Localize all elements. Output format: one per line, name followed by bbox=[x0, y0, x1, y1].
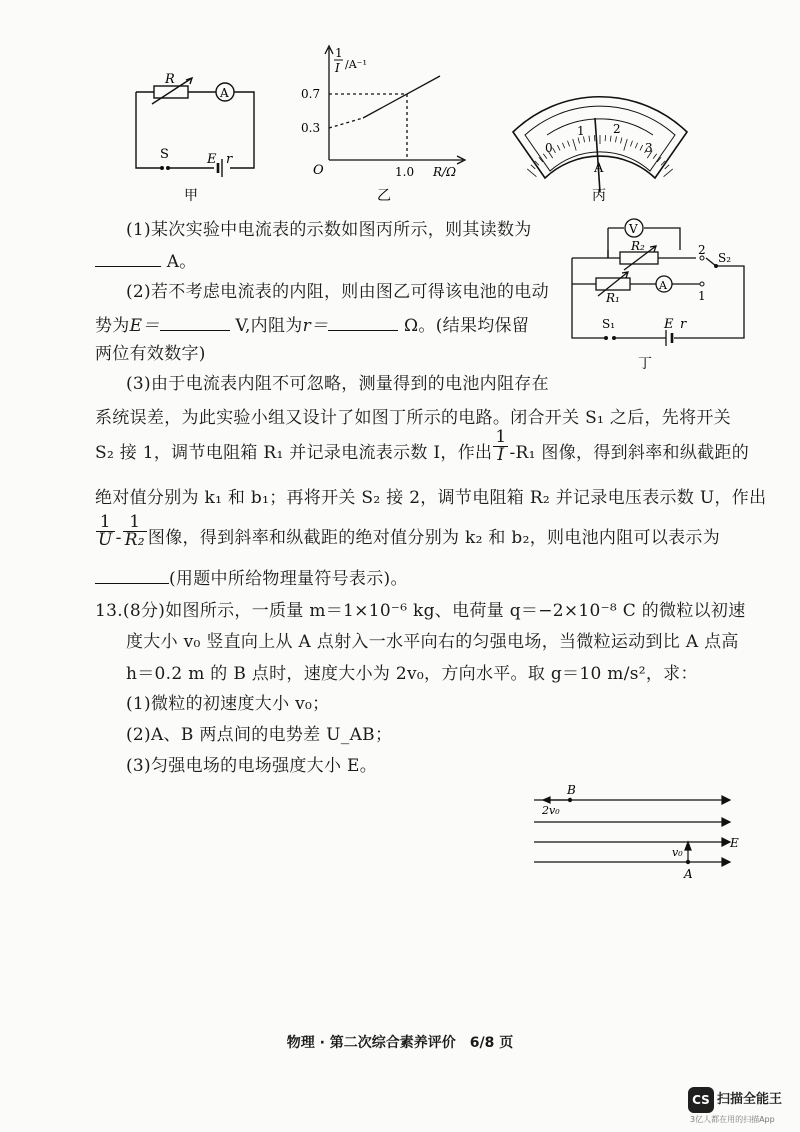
ammeter-tick bbox=[573, 139, 576, 150]
ammeter-tick bbox=[562, 143, 564, 149]
bing-tick-2: 2 bbox=[613, 122, 621, 136]
jia-A-label: A bbox=[220, 86, 229, 100]
ammeter-tick bbox=[527, 169, 536, 177]
ding-caption: 丁 bbox=[638, 356, 652, 372]
answer-blank-emf[interactable] bbox=[160, 314, 230, 331]
jia-r-label: r bbox=[226, 152, 233, 167]
ammeter-tick bbox=[610, 136, 611, 142]
bing-unit: A bbox=[594, 161, 604, 176]
bing-caption: 丙 bbox=[592, 188, 606, 204]
fraction-1-over-I: $\frac{1}{I}$ bbox=[495, 427, 507, 465]
q12-p2b-5: Ω。(结果均保留 bbox=[404, 316, 530, 336]
ding-r: r bbox=[680, 317, 687, 332]
ammeter-tick bbox=[653, 154, 657, 159]
yi-x-label: R/Ω bbox=[433, 165, 457, 179]
q12-p2c: 两位有效数字) bbox=[95, 344, 206, 364]
q12-p3c-2: -R₁ 图像，得到斜率和纵截距的 bbox=[509, 443, 750, 463]
jia-E-label: E bbox=[207, 152, 217, 167]
bing-tick-0: 0 bbox=[545, 141, 553, 155]
q12-p2b-line bbox=[95, 314, 529, 336]
circuit-jia bbox=[118, 70, 268, 205]
q13-sub2: (2)A、B 两点间的电势差 U_AB； bbox=[126, 725, 393, 745]
ding-A-label: A bbox=[659, 279, 667, 292]
page-footer: 物理 · 第二次综合素养评价 6/8 页 bbox=[286, 1035, 514, 1051]
ding-n1: 1 bbox=[698, 289, 706, 303]
ding-R1-label: R₁ bbox=[606, 291, 620, 305]
q12-p2b-3: V,内阻为 bbox=[235, 316, 303, 336]
bing-tick-3: 3 bbox=[645, 141, 653, 155]
q13-sub3: (3)匀强电场的电场强度大小 E。 bbox=[126, 756, 377, 776]
ding-E: E bbox=[664, 317, 674, 332]
field-v0-label: v₀ bbox=[672, 846, 683, 859]
q12-p2b-2: E＝ bbox=[129, 316, 160, 336]
camscanner-logo: CS bbox=[688, 1087, 714, 1113]
q12-p1a: (1)某次实验中电流表的示数如图丙所示，则其读数为 bbox=[126, 220, 532, 240]
answer-blank-internal-resistance[interactable] bbox=[95, 567, 169, 584]
q13-sub1: (1)微粒的初速度大小 v₀； bbox=[126, 694, 330, 714]
q12-p3d: 绝对值分别为 k₁ 和 b₁；再将开关 S₂ 接 2，调节电阻箱 R₂ 并记录电压表示数 U，作出 bbox=[95, 488, 767, 508]
q13-l1: 13.(8分)如图所示，一质量 m＝1×10⁻⁶ kg、电荷量 q＝−2×10⁻⁸ C 的微粒以初速 bbox=[95, 601, 746, 621]
ammeter-tick bbox=[665, 165, 669, 169]
ammeter-tick bbox=[553, 148, 556, 153]
q12-p3b: 系统误差，为此实验小组又设计了如图丁所示的电路。闭合开关 S₁ 之后，先将开关 bbox=[95, 408, 731, 428]
q12-p3c-line bbox=[95, 427, 750, 465]
q12-p2b-1: 势为 bbox=[95, 316, 130, 336]
answer-blank-resistance[interactable] bbox=[328, 314, 398, 331]
q12-p1b: A。 bbox=[166, 252, 197, 272]
yi-y-den: I bbox=[335, 61, 340, 75]
ding-R2-label: R₂ bbox=[631, 239, 645, 253]
ammeter-tick bbox=[615, 136, 616, 142]
answer-blank-reading[interactable] bbox=[95, 250, 161, 267]
field-A-label: A bbox=[684, 867, 693, 881]
ammeter-bing bbox=[505, 80, 695, 205]
q13-l2: 度大小 v₀ 竖直向上从 A 点射入一水平向右的匀强电场，当微粒运动到比 A 点高 bbox=[126, 632, 739, 652]
ammeter-tick bbox=[630, 141, 632, 147]
field-E-label: E bbox=[730, 836, 739, 850]
circuit-ding bbox=[568, 216, 748, 376]
field-diagram bbox=[530, 780, 745, 885]
q12-p1b-line bbox=[95, 250, 197, 272]
ammeter-tick bbox=[635, 143, 637, 149]
q12-p3c-1: S₂ 接 1，调节电阻箱 R₁ 并记录电流表示数 I，作出 bbox=[95, 443, 493, 463]
q12-p3a: (3)由于电流表内阻不可忽略，测量得到的电池内阻存在 bbox=[126, 374, 549, 394]
q13-l3: h＝0.2 m 的 B 点时，速度大小为 2v₀，方向水平。取 g＝10 m/s²，求： bbox=[126, 664, 698, 684]
ding-S2: S₂ bbox=[718, 251, 732, 265]
q12-p3f-line bbox=[95, 567, 408, 589]
q12-p3f: (用题中所给物理量符号表示)。 bbox=[169, 569, 408, 589]
ammeter-tick bbox=[624, 139, 627, 150]
q12-p3e-line: $\frac{1}{U}$ - $\frac{1}{\text{R₂}}$ 图像，得到斜率和纵截距的绝对值分别为 k₂ 和 b₂，则电池内阻可以表示为 bbox=[98, 512, 721, 550]
jia-S-label: S bbox=[160, 147, 169, 162]
watermark-subtitle: 3亿人都在用的扫描App bbox=[690, 1115, 775, 1124]
fraction-1-over-U: $\frac{1}{U}$ bbox=[98, 512, 113, 550]
jia-R-label: R bbox=[165, 72, 175, 87]
yi-caption: 乙 bbox=[377, 188, 391, 204]
fraction-1-over-R2: $\frac{1}{\text{R₂}}$ bbox=[124, 512, 145, 550]
yi-tick-10: 1.0 bbox=[395, 165, 415, 179]
yi-y-num: 1 bbox=[335, 46, 343, 60]
yi-y-unit: /A⁻¹ bbox=[345, 58, 367, 71]
watermark-title: 扫描全能王 bbox=[717, 1092, 783, 1107]
ding-V-label: V bbox=[629, 222, 638, 236]
field-2v0-label: 2v₀ bbox=[542, 804, 560, 817]
ding-n2: 2 bbox=[698, 243, 706, 257]
field-B-label: B bbox=[567, 783, 576, 797]
yi-tick-07: 0.7 bbox=[301, 87, 321, 101]
q12-p2a: (2)若不考虑电流表的内阻，则由图乙可得该电池的电动 bbox=[126, 282, 549, 302]
ammeter-tick bbox=[578, 138, 579, 144]
ammeter-tick bbox=[557, 145, 560, 150]
ammeter-tick bbox=[589, 136, 590, 142]
ammeter-tick bbox=[531, 165, 535, 169]
yi-origin: O bbox=[313, 163, 324, 178]
jia-caption: 甲 bbox=[184, 188, 198, 204]
ammeter-tick bbox=[664, 169, 673, 177]
ammeter-tick bbox=[621, 138, 622, 144]
ding-S1: S₁ bbox=[602, 317, 616, 331]
yi-tick-03: 0.3 bbox=[301, 121, 321, 135]
ammeter-tick bbox=[640, 145, 643, 150]
graph-yi bbox=[295, 44, 470, 206]
q12-p3e: 图像，得到斜率和纵截距的绝对值分别为 k₂ 和 b₂，则电池内阻可以表示为 bbox=[147, 528, 721, 548]
q12-p2b-4: r＝ bbox=[302, 316, 329, 336]
ammeter-tick bbox=[568, 141, 570, 147]
bing-tick-1: 1 bbox=[577, 124, 585, 138]
